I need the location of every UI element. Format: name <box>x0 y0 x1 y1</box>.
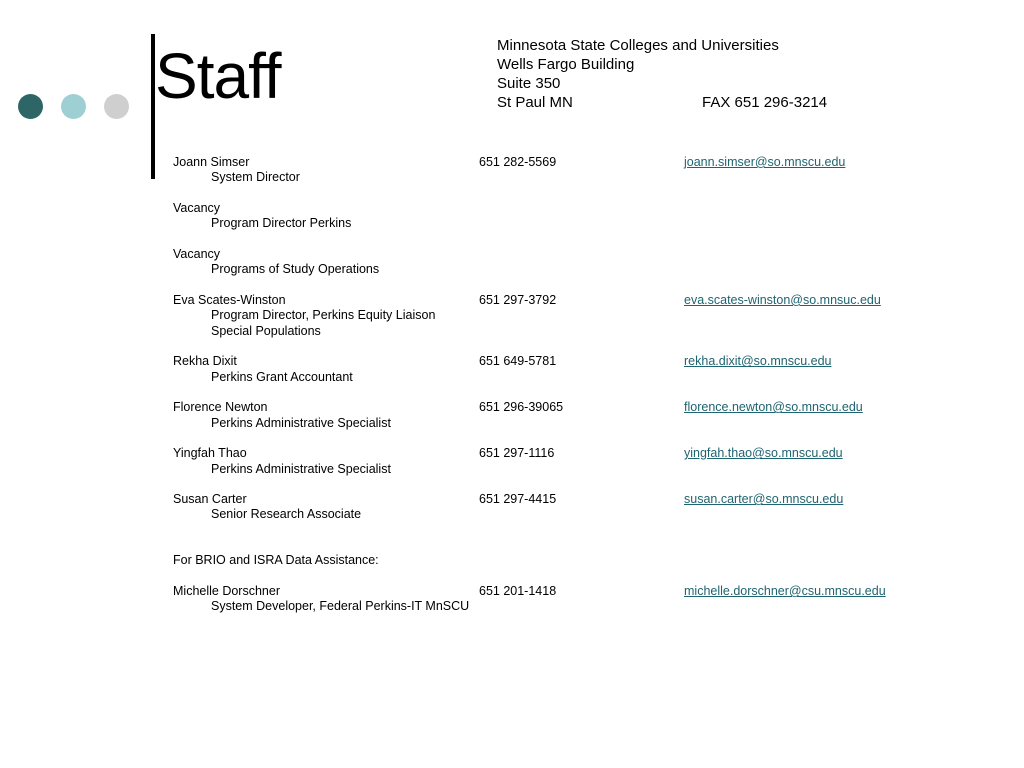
address-block <box>497 36 828 112</box>
staff-entry <box>173 400 993 431</box>
staff-role: Senior Research Associate <box>211 507 362 522</box>
staff-entry <box>173 293 993 339</box>
staff-phone: 651 297-1116 <box>479 446 555 461</box>
entry-spacer <box>173 569 993 584</box>
staff-entry <box>173 492 993 523</box>
staff-email-link[interactable]: florence.newton@so.mnscu.edu <box>684 400 863 415</box>
staff-entry-row <box>173 492 993 507</box>
staff-entry-row <box>173 293 993 308</box>
staff-role: Special Populations <box>211 323 321 338</box>
staff-email-link[interactable]: eva.scates-winston@so.mnsuc.edu <box>684 292 881 307</box>
address-line: Minnesota State Colleges and Universities <box>497 37 779 54</box>
staff-phone: 651 649-5781 <box>479 354 557 369</box>
entry-spacer <box>173 477 993 492</box>
entry-spacer <box>173 186 993 201</box>
staff-entry-row <box>173 155 993 170</box>
entry-spacer <box>173 278 993 293</box>
staff-role: Programs of Study Operations <box>211 262 380 277</box>
staff-email-link[interactable]: joann.simser@so.mnscu.edu <box>684 155 846 169</box>
section-spacer <box>173 523 993 554</box>
staff-email-link[interactable]: rekha.dixit@so.mnscu.edu <box>684 354 832 369</box>
staff-entry <box>173 247 993 278</box>
staff-name: Rekha Dixit <box>173 354 237 369</box>
staff-entry-row <box>173 354 993 369</box>
staff-entry-row <box>173 247 993 262</box>
staff-entry-row <box>173 446 993 461</box>
dot-light-teal <box>61 94 86 119</box>
address-city: St Paul MN <box>497 94 573 111</box>
entry-spacer <box>173 385 993 400</box>
staff-entry <box>173 155 993 186</box>
entry-spacer <box>173 232 993 247</box>
address-line-city <box>497 93 828 112</box>
staff-name: Joann Simser <box>173 155 250 169</box>
staff-name: Eva Scates-Winston <box>173 292 286 307</box>
staff-role: Perkins Administrative Specialist <box>211 415 391 430</box>
staff-entry <box>173 446 993 477</box>
staff-phone: 651 297-4415 <box>479 492 557 507</box>
staff-name: Susan Carter <box>173 492 247 507</box>
page-title: Staff <box>155 40 281 112</box>
staff-phone: 651 282-5569 <box>479 155 557 169</box>
dot-gray <box>104 94 129 119</box>
staff-role: System Director <box>211 170 300 185</box>
staff-name: Vacancy <box>173 246 221 261</box>
address-line: Suite 350 <box>497 75 561 92</box>
staff-directory <box>173 155 993 615</box>
staff-entry <box>173 354 993 385</box>
staff-entry-row <box>173 584 993 599</box>
dot-dark-teal <box>18 94 43 119</box>
staff-entry-row <box>173 201 993 216</box>
data-assistance-heading: For BRIO and ISRA Data Assistance: <box>173 553 379 568</box>
staff-role: Perkins Grant Accountant <box>211 369 353 384</box>
staff-phone: 651 201-1418 <box>479 584 557 599</box>
staff-phone: 651 296-39065 <box>479 400 564 415</box>
staff-role: Program Director, Perkins Equity Liaison <box>211 308 436 323</box>
staff-email-link[interactable]: michelle.dorschner@csu.mnscu.edu <box>684 584 886 599</box>
address-line: Wells Fargo Building <box>497 56 635 73</box>
staff-email-link[interactable]: susan.carter@so.mnscu.edu <box>684 492 844 507</box>
staff-email-link[interactable]: yingfah.thao@so.mnscu.edu <box>684 446 843 461</box>
staff-role: Perkins Administrative Specialist <box>211 461 391 476</box>
staff-name: Vacancy <box>173 200 221 215</box>
staff-name: Michelle Dorschner <box>173 584 280 599</box>
entry-spacer <box>173 431 993 446</box>
fax-number: FAX 651 296-3214 <box>702 94 828 111</box>
staff-entry <box>173 201 993 232</box>
staff-entry <box>173 584 993 615</box>
staff-phone: 651 297-3792 <box>479 292 557 307</box>
staff-role: Program Director Perkins <box>211 216 352 231</box>
staff-name: Florence Newton <box>173 400 268 415</box>
staff-entry-row <box>173 400 993 415</box>
staff-name: Yingfah Thao <box>173 446 247 461</box>
staff-role: System Developer, Federal Perkins-IT MnSCU <box>211 599 470 614</box>
entry-spacer <box>173 339 993 354</box>
